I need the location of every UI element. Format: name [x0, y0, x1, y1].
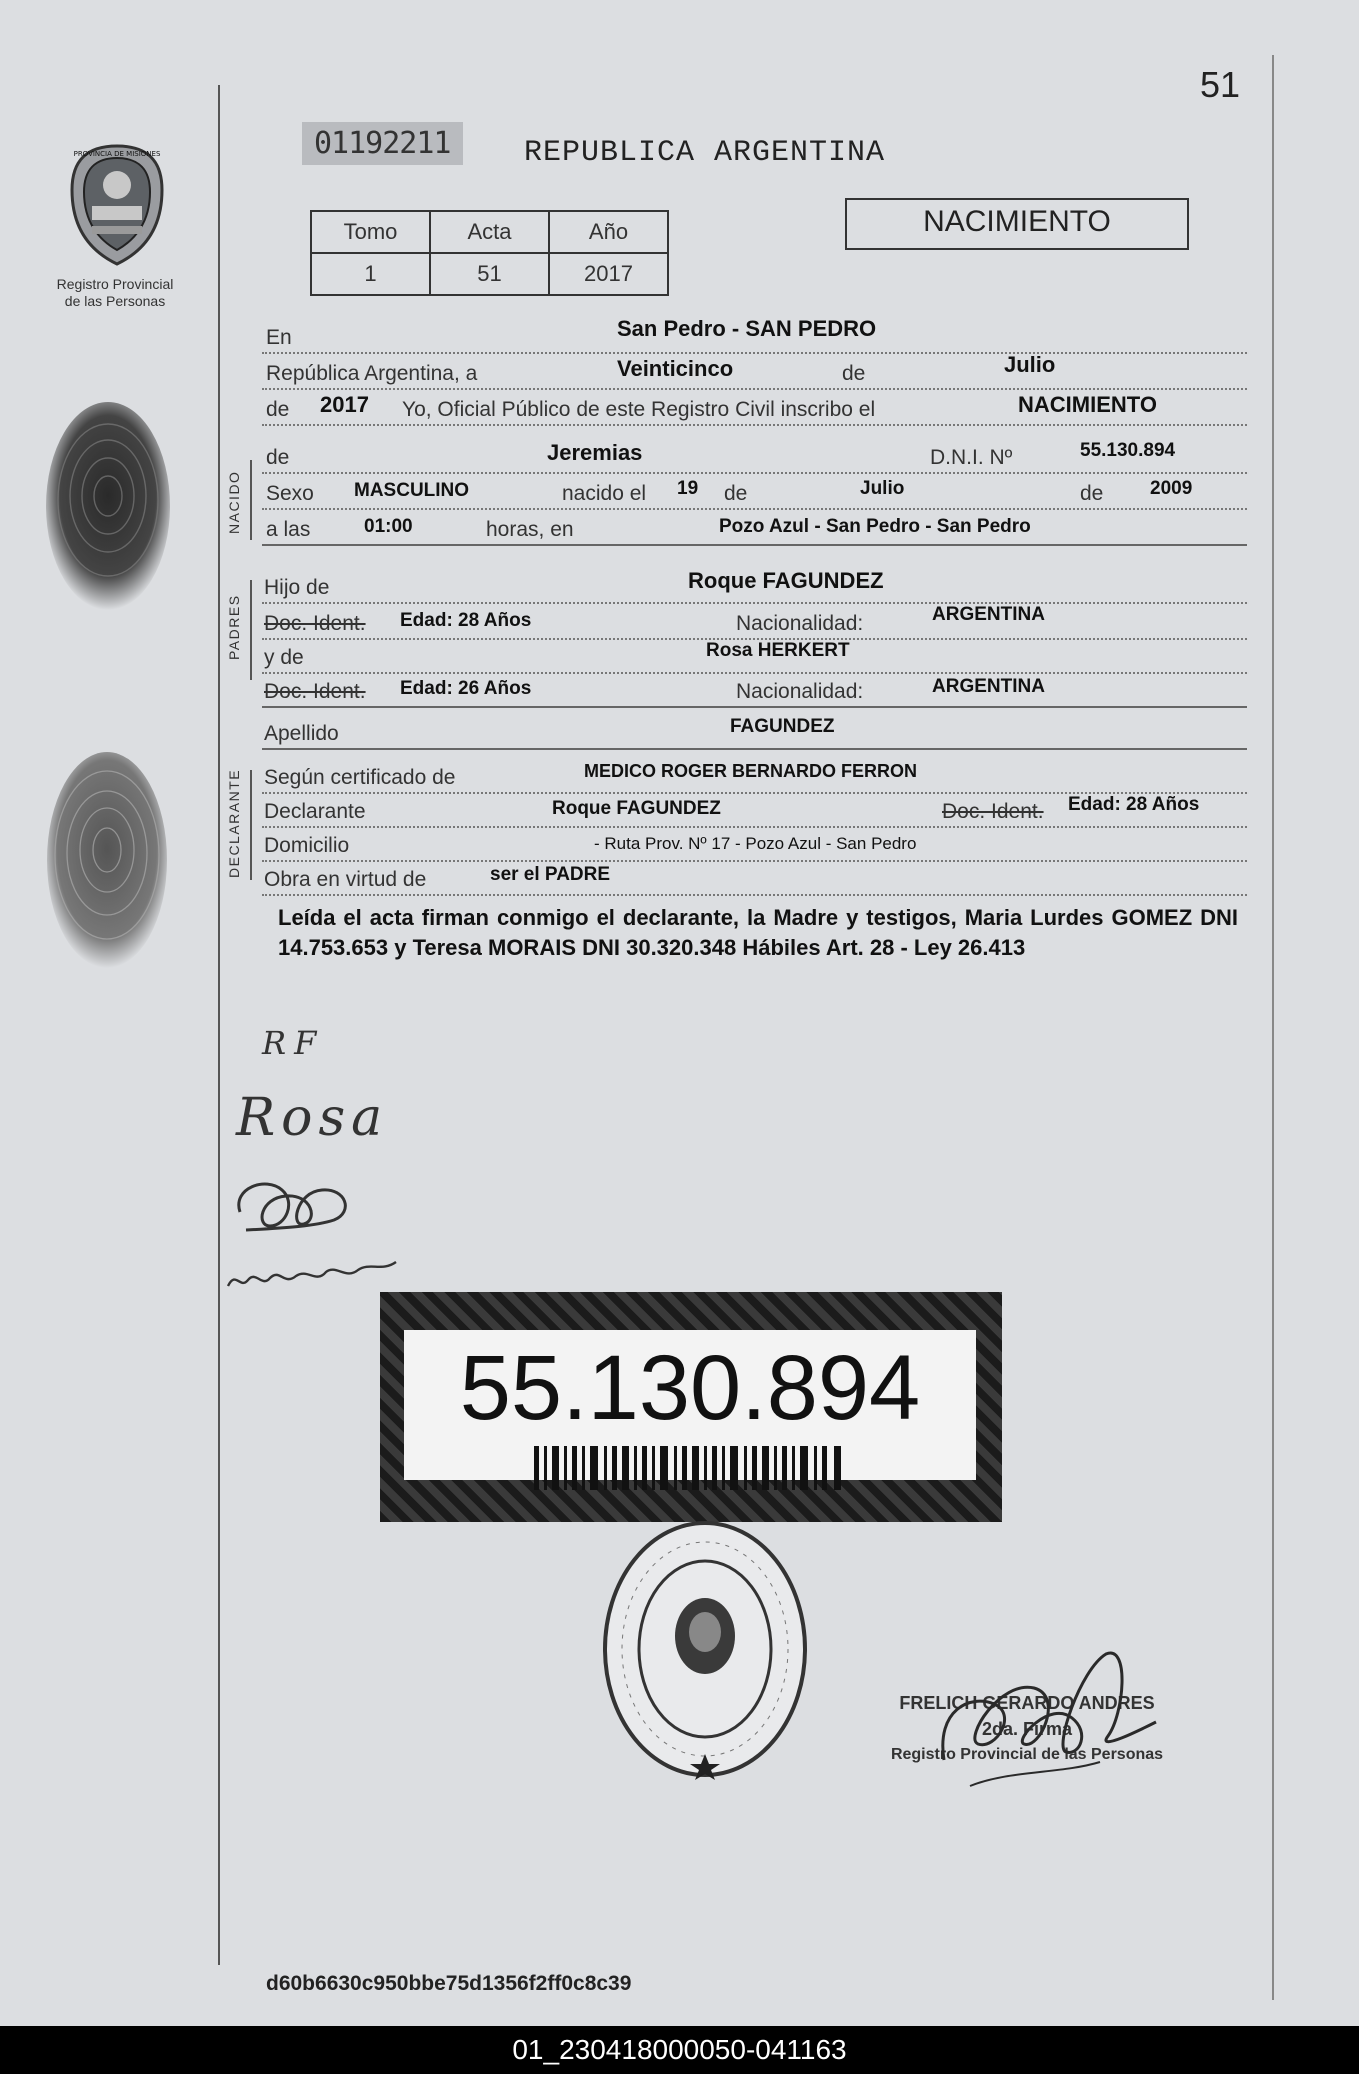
- value-nac-dia: 19: [677, 478, 699, 499]
- legal-text: Leída el acta firman conmigo el declarante, la Madre y testigos, Maria Lurdes GOMEZ DNI 14.753.653 y Teresa MORAIS DNI 30.320.348 Hábiles Art. 28 - Ley 26.413: [278, 905, 1238, 960]
- tomo-header: Tomo: [311, 211, 430, 253]
- file-id-footer: 01_230418000050-041163: [0, 2026, 1359, 2074]
- label-doc-madre: Doc. Ident.: [264, 680, 366, 703]
- label-de-nac: de: [724, 482, 748, 505]
- value-declarante-doc: Edad: 28 Años: [1068, 794, 1200, 815]
- label-y-de: y de: [264, 646, 304, 669]
- row-padre: [262, 566, 1247, 604]
- label-de-nombre: de: [266, 446, 290, 469]
- row-madre-doc: [262, 670, 1247, 708]
- document-hash: d60b6630c950bbe75d1356f2ff0c8c39: [266, 1972, 632, 1995]
- acta-value: 51: [430, 253, 549, 295]
- value-lugar: San Pedro - SAN PEDRO: [617, 316, 877, 341]
- label-oficial: Yo, Oficial Público de este Registro Civil inscribo el: [402, 398, 876, 421]
- label-de-mes: de: [842, 362, 866, 385]
- crest-arch-text: PROVINCIA DE MISIONES: [73, 150, 161, 158]
- value-anio: 2017: [320, 392, 369, 417]
- crest-label: Registro Provincial de las Personas: [56, 276, 174, 309]
- anio-header: Año: [549, 211, 668, 253]
- row-nombre: [262, 436, 1247, 474]
- row-certificado: [262, 756, 1247, 794]
- value-declarante: Roque FAGUNDEZ: [552, 798, 721, 819]
- serial-number: 01192211: [302, 122, 463, 165]
- label-doc-padre: Doc. Ident.: [264, 612, 366, 635]
- document-title: REPUBLICA ARGENTINA: [524, 136, 886, 170]
- left-margin-line: [218, 85, 220, 1965]
- signature-witness-1: [226, 1168, 376, 1248]
- anio-value: 2017: [549, 253, 668, 295]
- value-mes: Julio: [1004, 352, 1056, 377]
- registry-round-stamp: [600, 1518, 810, 1780]
- label-nac-padre: Nacionalidad:: [736, 612, 864, 635]
- value-madre-nac: ARGENTINA: [932, 676, 1045, 697]
- label-en: En: [266, 326, 292, 349]
- row-apellido: [262, 712, 1247, 750]
- signature-witness-2: [222, 1250, 402, 1300]
- row-domicilio: [262, 824, 1247, 862]
- row-madre: [262, 636, 1247, 674]
- acta-header: Acta: [430, 211, 549, 253]
- fingerprint-top: [38, 396, 178, 616]
- value-nac-mes: Julio: [860, 478, 905, 499]
- section-nacido: NACIDO: [226, 470, 242, 534]
- value-tipo: NACIMIENTO: [1018, 392, 1157, 417]
- label-a-las: a las: [266, 518, 311, 541]
- value-certificado: MEDICO ROGER BERNARDO FERRON: [584, 761, 918, 781]
- row-padre-doc: [262, 602, 1247, 640]
- barcode-number: 55.130.894: [459, 1337, 921, 1439]
- dni-barcode-label: [380, 1292, 1002, 1522]
- value-dni: 55.130.894: [1080, 440, 1176, 461]
- label-de-anio: de: [266, 398, 290, 421]
- row-obra: [262, 858, 1247, 896]
- value-domicilio: - Ruta Prov. Nº 17 - Pozo Azul - San Pedro: [594, 834, 917, 853]
- barcode-panel: [404, 1330, 976, 1480]
- label-hijo: Hijo de: [264, 576, 330, 599]
- value-obra: ser el PADRE: [490, 864, 611, 885]
- label-certificado: Según certificado de: [264, 766, 456, 789]
- label-obra: Obra en virtud de: [264, 868, 427, 891]
- label-domicilio: Domicilio: [264, 834, 350, 857]
- record-type-box: NACIMIENTO: [845, 198, 1189, 250]
- province-crest: [62, 140, 172, 270]
- value-apellido: FAGUNDEZ: [730, 716, 835, 737]
- section-bracket-padres: [250, 580, 252, 680]
- section-declarante: DECLARANTE: [226, 768, 242, 878]
- barcode-bars: [534, 1446, 844, 1490]
- label-horas-en: horas, en: [486, 518, 574, 541]
- label-de-nac-anio: de: [1080, 482, 1104, 505]
- page-number: 51: [1200, 64, 1241, 105]
- row-oficial: [262, 388, 1247, 426]
- label-nacido: nacido el: [562, 482, 647, 505]
- row-sexo: [262, 472, 1247, 510]
- record-table: [310, 210, 669, 296]
- value-padre-doc: Edad: 28 Años: [400, 610, 532, 631]
- tomo-value: 1: [311, 253, 430, 295]
- handwritten-initials: RF: [262, 1024, 325, 1062]
- section-bracket-nacido: [250, 460, 252, 540]
- value-lugar-nac: Pozo Azul - San Pedro - San Pedro: [719, 516, 1031, 537]
- handwritten-signature-madre: Rosa: [236, 1088, 389, 1148]
- row-declarante: [262, 790, 1247, 828]
- label-nac-madre: Nacionalidad:: [736, 680, 864, 703]
- label-sexo: Sexo: [266, 482, 314, 505]
- value-madre: Rosa HERKERT: [706, 640, 850, 661]
- row-fecha: [262, 352, 1247, 390]
- label-declarante: Declarante: [264, 800, 366, 823]
- value-nac-anio: 2009: [1150, 478, 1193, 499]
- label-republica: República Argentina, a: [266, 362, 478, 385]
- fingerprint-bottom: [40, 745, 175, 975]
- value-hora: 01:00: [364, 516, 413, 537]
- official-role: 2da. Firma: [981, 1719, 1073, 1739]
- value-padre-nac: ARGENTINA: [932, 604, 1045, 625]
- value-nombre: Jeremias: [547, 440, 643, 465]
- value-dia: Veinticinco: [617, 356, 734, 381]
- label-doc-declarante: Doc. Ident.: [942, 800, 1044, 823]
- right-margin-line: [1272, 55, 1274, 2000]
- section-padres: PADRES: [226, 594, 242, 660]
- value-sexo: MASCULINO: [354, 480, 470, 501]
- section-bracket-declarante: [250, 770, 252, 880]
- official-signature: [930, 1640, 1170, 1800]
- value-madre-doc: Edad: 26 Años: [400, 678, 532, 699]
- value-padre: Roque FAGUNDEZ: [688, 568, 884, 593]
- official-registry: Registro Provincial de las Personas: [890, 1746, 1164, 1763]
- label-apellido: Apellido: [264, 722, 339, 745]
- row-en: [262, 316, 1247, 354]
- official-name: FRELICH GERARDO ANDRES: [899, 1693, 1155, 1713]
- label-dni: D.N.I. Nº: [930, 446, 1013, 469]
- row-hora: [262, 508, 1247, 546]
